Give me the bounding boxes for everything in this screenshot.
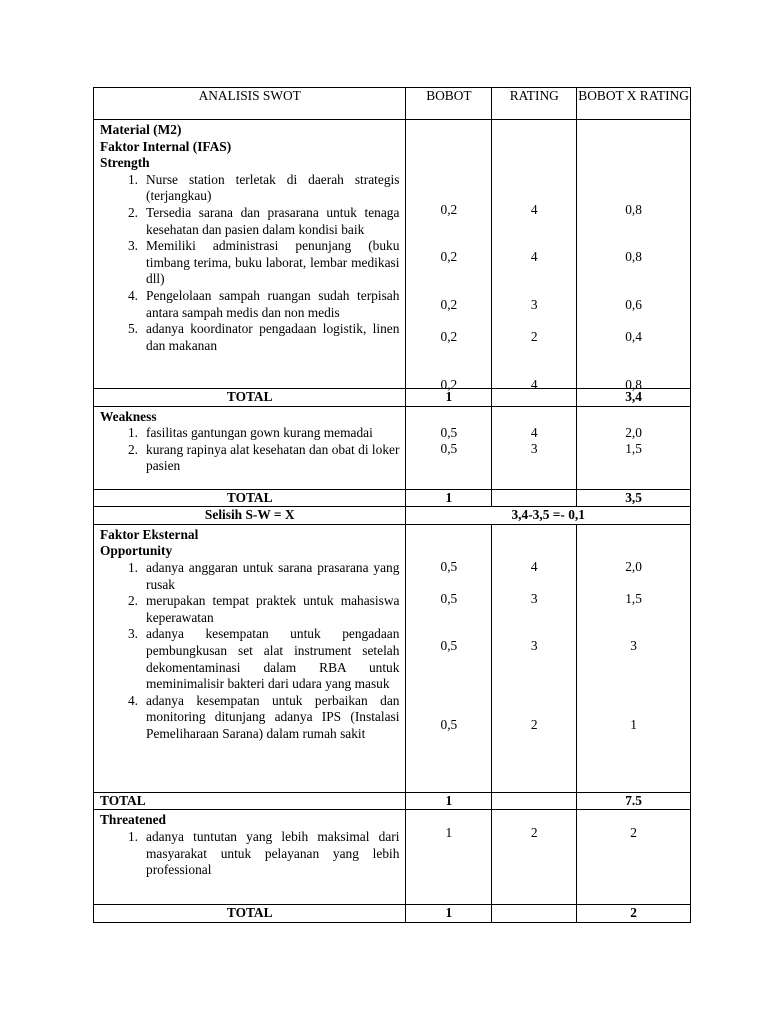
header-analisis: ANALISIS SWOT xyxy=(94,88,406,120)
total-label: TOTAL xyxy=(94,792,406,810)
opportunity-bobot-cell: 0,5 0,5 0,5 0,5 xyxy=(406,524,492,792)
strength-rating-cell: 4 4 3 2 4 xyxy=(492,120,577,389)
opportunity-list xyxy=(100,560,399,743)
strength-list xyxy=(100,172,399,355)
weakness-bobot-cell: 0,5 0,5 xyxy=(406,406,492,489)
header-bobot: BOBOT xyxy=(406,88,492,120)
list-item: 4. Pengelolaan sampah ruangan sudah terpisah antara sampah medis dan non medis xyxy=(127,287,400,320)
opportunity-score-cell: 2,0 1,5 3 1 xyxy=(577,524,691,792)
opportunity-total-row xyxy=(94,792,691,810)
opportunity-title: Opportunity xyxy=(100,543,173,559)
threat-row xyxy=(94,810,691,905)
list-item: 2. Tersedia sarana dan prasarana untuk tenaga kesehatan dan pasien dalam kondisi baik xyxy=(127,204,400,237)
header-rating: RATING xyxy=(492,88,577,120)
threat-title: Threatened xyxy=(100,812,166,828)
weakness-score-cell: 2,0 1,5 xyxy=(577,406,691,489)
header-row xyxy=(94,88,691,120)
total-bobot: 1 xyxy=(406,389,492,407)
total-label: TOTAL xyxy=(94,489,406,507)
list-item: 1. adanya anggaran untuk sarana prasarana yang rusak xyxy=(127,559,400,592)
strength-score-cell: 0,8 0,8 0,6 0,4 0,8 xyxy=(577,120,691,389)
threat-rating-cell: 2 xyxy=(492,810,577,905)
threat-bobot-cell: 1 xyxy=(406,810,492,905)
weakness-cell xyxy=(94,406,406,489)
total-score: 2 xyxy=(577,905,691,923)
list-item: 1. fasilitas gantungan gown kurang memadai xyxy=(127,425,373,441)
weakness-rating-cell: 4 3 xyxy=(492,406,577,489)
total-rating xyxy=(492,489,577,507)
selisih-row xyxy=(94,507,691,525)
strength-bobot-cell: 0,2 0,2 0,2 0,2 0,2 xyxy=(406,120,492,389)
header-bobot-x-rating: BOBOT X RATING xyxy=(577,88,691,120)
weakness-total-row xyxy=(94,489,691,507)
total-score: 3,5 xyxy=(577,489,691,507)
list-item: 2. merupakan tempat praktek untuk mahasiswa keperawatan xyxy=(127,593,400,625)
list-item: 2. kurang rapinya alat kesehatan dan obat di loker pasien xyxy=(127,441,400,474)
opportunity-rating-cell: 4 3 3 2 xyxy=(492,524,577,792)
strength-row xyxy=(94,120,691,389)
external-factor-label: Faktor Eksternal xyxy=(100,526,199,542)
strength-title: Strength xyxy=(100,155,150,171)
total-bobot: 1 xyxy=(406,489,492,507)
selisih-value: 3,4-3,5 =- 0,1 xyxy=(406,507,691,525)
total-label: TOTAL xyxy=(94,905,406,923)
threat-list xyxy=(100,829,399,879)
list-item: 5. adanya koordinator pengadaan logistik, linen dan makanan xyxy=(127,321,400,353)
selisih-label: Selisih S-W = X xyxy=(94,507,406,525)
material-label: Material (M2) xyxy=(100,122,182,137)
total-label: TOTAL xyxy=(94,389,406,407)
opportunity-row xyxy=(94,524,691,792)
swot-table xyxy=(93,87,691,923)
weakness-title: Weakness xyxy=(100,408,157,424)
list-item: 3. Memiliki administrasi penunjang (buku timbang terima, buku laborat, lembar medikasi dll) xyxy=(127,238,400,287)
list-item: 3. adanya kesempatan untuk pengadaan pembungkusan set alat instrument setelah dekomentaminasi dalam RBA untuk meminimalisir bakteri dari udara yang masuk xyxy=(127,626,400,692)
total-score: 7.5 xyxy=(577,792,691,810)
total-rating xyxy=(492,905,577,923)
total-bobot: 1 xyxy=(406,792,492,810)
weakness-row xyxy=(94,406,691,489)
total-score: 3,4 xyxy=(577,389,691,407)
weakness-list xyxy=(100,425,399,475)
strength-cell xyxy=(94,120,406,389)
threat-total-row xyxy=(94,905,691,923)
list-item: 1. adanya tuntutan yang lebih maksimal dari masyarakat untuk pelayanan yang lebih professional xyxy=(127,828,400,878)
total-rating xyxy=(492,792,577,810)
list-item: 1. Nurse station terletak di daerah strategis (terjangkau) xyxy=(127,171,400,204)
threat-score-cell: 2 xyxy=(577,810,691,905)
list-item: 4. adanya kesempatan untuk perbaikan dan monitoring ditunjang adanya IPS (Instalasi Pemeliharaan Sarana) dalam rumah sakit xyxy=(127,692,400,741)
opportunity-cell xyxy=(94,524,406,792)
total-bobot: 1 xyxy=(406,905,492,923)
threat-cell xyxy=(94,810,406,905)
internal-factor-label: Faktor Internal (IFAS) xyxy=(100,138,232,154)
